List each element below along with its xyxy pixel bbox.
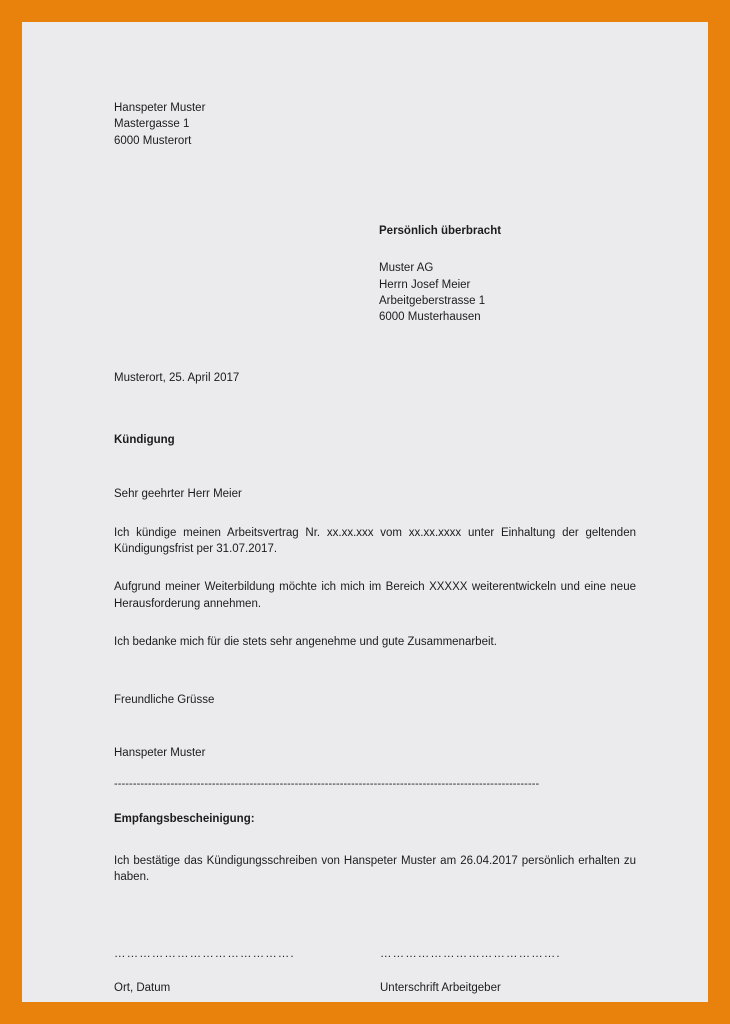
signature-label-right: Unterschrift Arbeitgeber (380, 981, 501, 994)
salutation: Sehr geehrter Herr Meier (114, 488, 242, 501)
sender-line-1: Hanspeter Muster (114, 102, 206, 114)
sender-line-3: 6000 Musterort (114, 134, 192, 147)
sender-line-2: Mastergasse 1 (114, 118, 190, 131)
signer-name: Hanspeter Muster (114, 746, 206, 759)
subject-line: Kündigung (114, 433, 175, 446)
place-and-date: Musterort, 25. April 2017 (114, 371, 240, 384)
recipient-line-2: Herrn Josef Meier (379, 278, 471, 291)
recipient-line-3: Arbeitgeberstrasse 1 (379, 294, 486, 307)
signature-dots-right: ……………………………………. (380, 947, 561, 960)
recipient-block (379, 223, 636, 326)
paragraph-1: Ich kündige meinen Arbeitsvertrag Nr. xx.xx.xxx vom xx.xx.xxxx unter Einhaltung der geltenden Kündigungsfrist per 31.07.2017. (114, 526, 636, 555)
signature-field-employer (370, 946, 636, 997)
document-page (22, 22, 708, 1002)
section-divider: ----------------------------------------------------------------------------------------------------------------- (114, 777, 540, 790)
paragraph-3: Ich bedanke mich für die stets sehr angenehme und gute Zusammenarbeit. (114, 635, 497, 648)
receipt-text: Ich bestätige das Kündigungsschreiben von Hanspeter Muster am 26.04.2017 persönlich erhalten zu haben. (114, 854, 636, 884)
signature-row (114, 946, 636, 997)
letter-body (22, 22, 708, 1002)
recipient-line-1: Muster AG (379, 262, 434, 275)
paragraph-2: Aufgrund meiner Weiterbildung möchte ich mich im Bereich XXXXX weiterentwickeln und eine neue Herausforderung annehmen. (114, 581, 636, 610)
signature-dots-left: ……………………………………. (114, 947, 295, 960)
signature-label-left: Ort, Datum (114, 981, 171, 994)
signature-field-place-date (114, 946, 370, 997)
sender-address (114, 100, 636, 149)
delivery-note: Persönlich überbracht (379, 224, 502, 237)
recipient-line-4: 6000 Musterhausen (379, 311, 481, 324)
receipt-title: Empfangsbescheinigung: (114, 812, 255, 825)
closing-phrase: Freundliche Grüsse (114, 694, 215, 707)
